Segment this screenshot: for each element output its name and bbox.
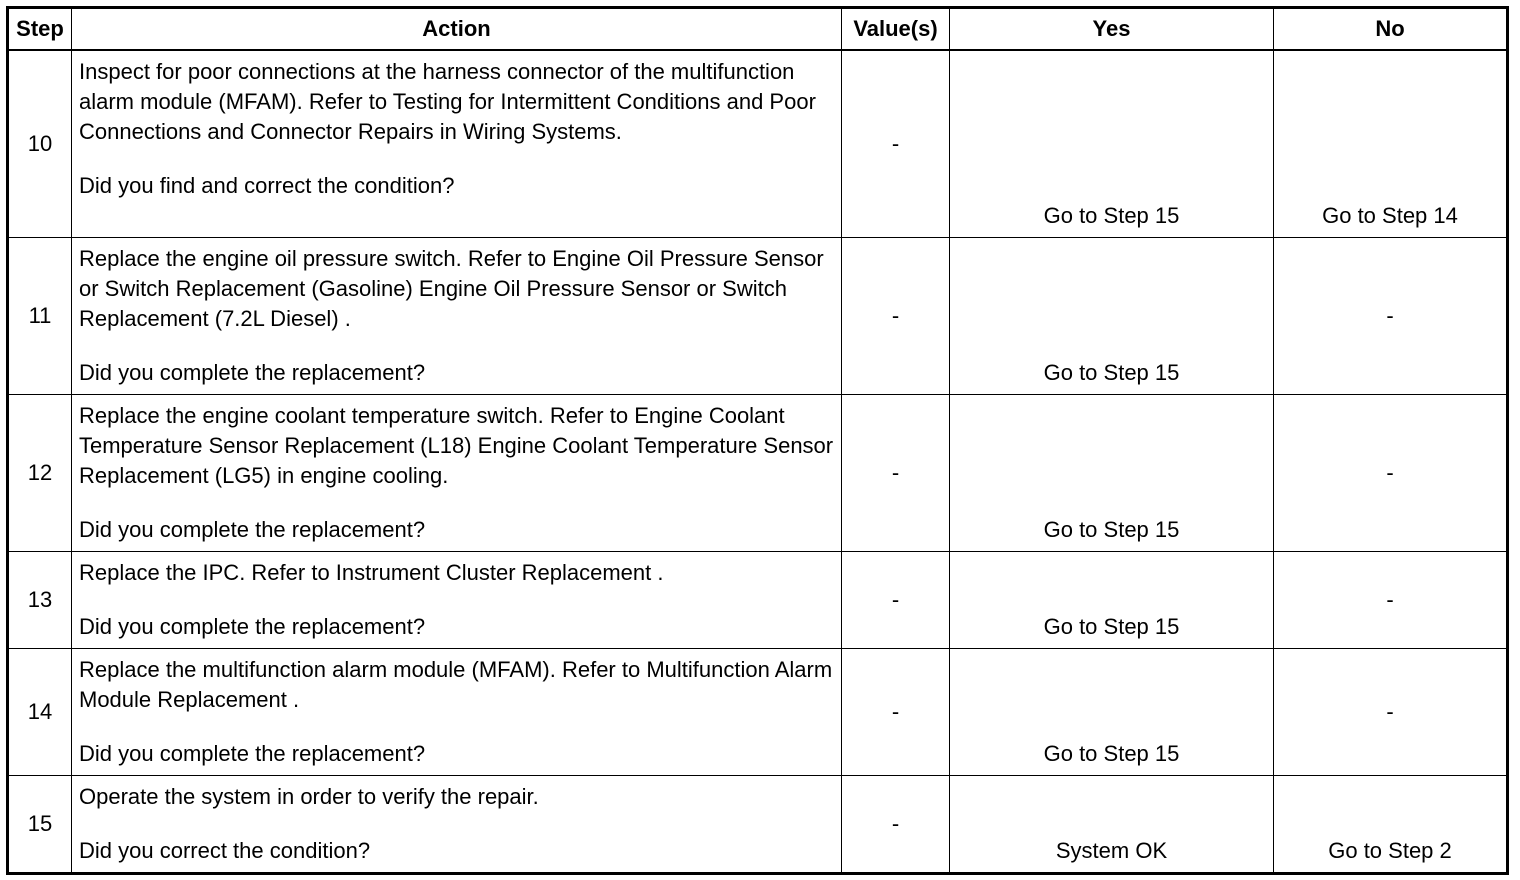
step-number: 15 <box>8 775 72 873</box>
diagnostic-steps-table <box>6 6 1509 875</box>
action-question: Did you complete the replacement? <box>79 740 426 766</box>
yes-cell: Go to Step 15 <box>950 394 1274 551</box>
no-cell: Go to Step 2 <box>1274 775 1508 873</box>
step-number: 14 <box>8 648 72 775</box>
no-cell: Go to Step 14 <box>1274 50 1508 237</box>
value-cell: - <box>842 237 950 394</box>
table-row <box>8 551 1508 648</box>
table-row <box>8 237 1508 394</box>
action-instruction: Replace the IPC. Refer to Instrument Cluster Replacement . <box>79 559 664 585</box>
action-question: Did you find and correct the condition? <box>79 173 455 198</box>
no-cell: - <box>1274 237 1508 394</box>
yes-cell: Go to Step 15 <box>950 237 1274 394</box>
table-row <box>8 394 1508 551</box>
table-row <box>8 775 1508 873</box>
action-cell <box>72 648 842 775</box>
value-cell: - <box>842 394 950 551</box>
action-instruction: Operate the system in order to verify the repair. <box>79 783 539 809</box>
action-cell <box>72 50 842 237</box>
yes-cell: Go to Step 15 <box>950 50 1274 237</box>
action-instruction: Replace the engine coolant temperature switch. Refer to Engine Coolant Temperature Sensor Replacement (L18) Engine Coolant Temperature Sensor Replacement (LG5) in engine cooling. <box>79 402 834 488</box>
yes-cell: Go to Step 15 <box>950 648 1274 775</box>
action-instruction: Replace the engine oil pressure switch. Refer to Engine Oil Pressure Sensor or Switch Replacement (Gasoline) Engine Oil Pressure Sensor or Switch Replacement (7.2L Diesel) . <box>79 245 824 331</box>
yes-cell: System OK <box>950 775 1274 873</box>
header-values: Value(s) <box>842 8 950 51</box>
action-question: Did you complete the replacement? <box>79 516 426 542</box>
header-step: Step <box>8 8 72 51</box>
diagnostic-table-container <box>6 6 1509 875</box>
value-cell: - <box>842 775 950 873</box>
header-action: Action <box>72 8 842 51</box>
header-no: No <box>1274 8 1508 51</box>
action-cell <box>72 551 842 648</box>
yes-cell: Go to Step 15 <box>950 551 1274 648</box>
action-cell <box>72 394 842 551</box>
value-cell: - <box>842 648 950 775</box>
table-row <box>8 648 1508 775</box>
step-number: 13 <box>8 551 72 648</box>
action-question: Did you complete the replacement? <box>79 359 426 385</box>
action-question: Did you complete the replacement? <box>79 613 426 639</box>
table-row <box>8 50 1508 237</box>
action-cell <box>72 237 842 394</box>
action-instruction: Replace the multifunction alarm module (MFAM). Refer to Multifunction Alarm Module Replacement . <box>79 656 833 712</box>
action-question: Did you correct the condition? <box>79 837 371 863</box>
no-cell: - <box>1274 394 1508 551</box>
no-cell: - <box>1274 648 1508 775</box>
value-cell: - <box>842 551 950 648</box>
step-number: 12 <box>8 394 72 551</box>
action-instruction: Inspect for poor connections at the harness connector of the multifunction alarm module (MFAM). Refer to Testing for Intermittent Conditions and Poor Connections and Connector Repairs in Wiring Systems. <box>79 59 816 144</box>
step-number: 11 <box>8 237 72 394</box>
step-number: 10 <box>8 50 72 237</box>
table-header-row <box>8 8 1508 51</box>
header-yes: Yes <box>950 8 1274 51</box>
value-cell: - <box>842 50 950 237</box>
no-cell: - <box>1274 551 1508 648</box>
action-cell <box>72 775 842 873</box>
